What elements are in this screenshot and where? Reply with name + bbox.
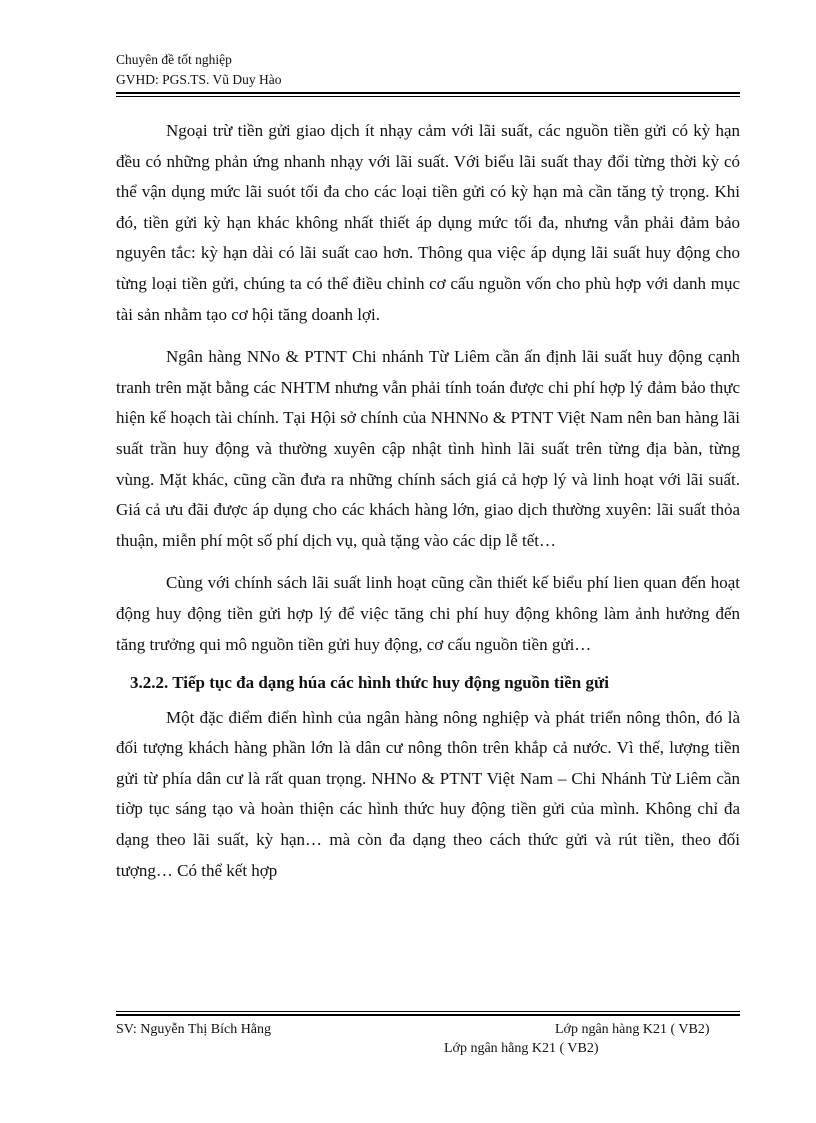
header-supervisor: GVHD: PGS.TS. Vũ Duy Hào <box>116 72 282 87</box>
paragraph-branch-pricing: Ngân hàng NNo & PTNT Chi nhánh Từ Liêm cần ấn định lãi suất huy động cạnh tranh trên mặt bằng các NHTM nhưng vẫn phải tính toán được chi phí hợp lý đảm bảo thực hiện kế hoạch tài chính. Tại Hội sở chính của NHNNo & PTNT Việt Nam nên ban hàng lãi suất trần huy động và thường xuyên cập nhật tình hình lãi suất trên từng địa bàn, từng vùng. Mặt khác, cũng cần đưa ra những chính sách giá cả hợp lý và linh hoạt với lãi suất. Giá cả ưu đãi được áp dụng cho các khách hàng lớn, giao dịch thường xuyên: lãi suất thỏa thuận, miễn phí một số phí dịch vụ, quà tặng vào các dịp lễ tết… <box>116 347 740 550</box>
footer-rule-thick <box>116 1014 740 1016</box>
page-header <box>116 50 282 90</box>
header-rule-thin <box>116 96 740 97</box>
footer-class-duplicate: Lớp ngân hằng K21 ( VB2) <box>444 1041 599 1056</box>
paragraph-interest-rates: Ngoại trừ tiền gửi giao dịch ít nhạy cảm với lãi suất, các nguồn tiền gửi có kỳ hạn đều có những phản ứng nhanh nhạy với lãi suất. Với biểu lãi suất thay đổi từng thời kỳ có thể vận dụng mức lãi suót tối đa cho các loại tiền gửi có kỳ hạn mà cần tăng tỷ trọng. Khi đó, tiền gửi kỳ hạn khác không nhất thiết áp dụng mức tối đa, nhưng vẫn phải đảm bảo nguyên tắc: kỳ hạn dài có lãi suất cao hơn. Thông qua việc áp dụng lãi suất huy động cho từng loại tiền gửi, chúng ta có thể điều chỉnh cơ cấu nguồn vốn cho phù hợp với danh mục tài sản nhằm tạo cơ hội tăng doanh lợi. <box>116 121 740 324</box>
section-heading: 3.2.2. Tiếp tục đa dạng húa các hình thức huy động nguồn tiền gửi <box>130 673 609 693</box>
footer-student: SV: Nguyễn Thị Bích Hằng <box>116 1022 272 1037</box>
document-body <box>116 116 740 886</box>
header-title: Chuyên đề tốt nghiệp <box>116 52 232 67</box>
paragraph-fee-schedule: Cùng với chính sách lãi suất linh hoạt cũng cần thiết kế biểu phí lien quan đến hoạt động huy động tiền gửi hợp lý để việc tăng chi phí huy động không làm ảnh hưởng đến tăng trưởng qui mô nguồn tiền gửi huy động, cơ cấu nguồn tiền gửi… <box>116 573 740 654</box>
footer-class: Lớp ngân hàng K21 ( VB2) <box>555 1022 710 1037</box>
paragraph-diversification: Một đặc điểm điển hình của ngân hàng nông nghiệp và phát triển nông thôn, đó là đối tượng khách hàng phần lớn là dân cư nông thôn trên khắp cả nước. Vì thế, lượng tiền gửi từ phía dân cư là rất quan trọng. NHNo & PTNT Việt Nam – Chi Nhánh Từ Liêm cần tiờp tục sáng tạo và hoàn thiện các hình thức huy động tiền gửi của mình. Không chỉ đa dạng theo lãi suất, kỳ hạn… mà còn đa dạng theo cách thức gửi và rút tiền, theo đối tượng… Có thể kết hợp <box>116 707 740 880</box>
footer-rule-thin <box>116 1011 740 1012</box>
header-rule-thick <box>116 92 740 94</box>
